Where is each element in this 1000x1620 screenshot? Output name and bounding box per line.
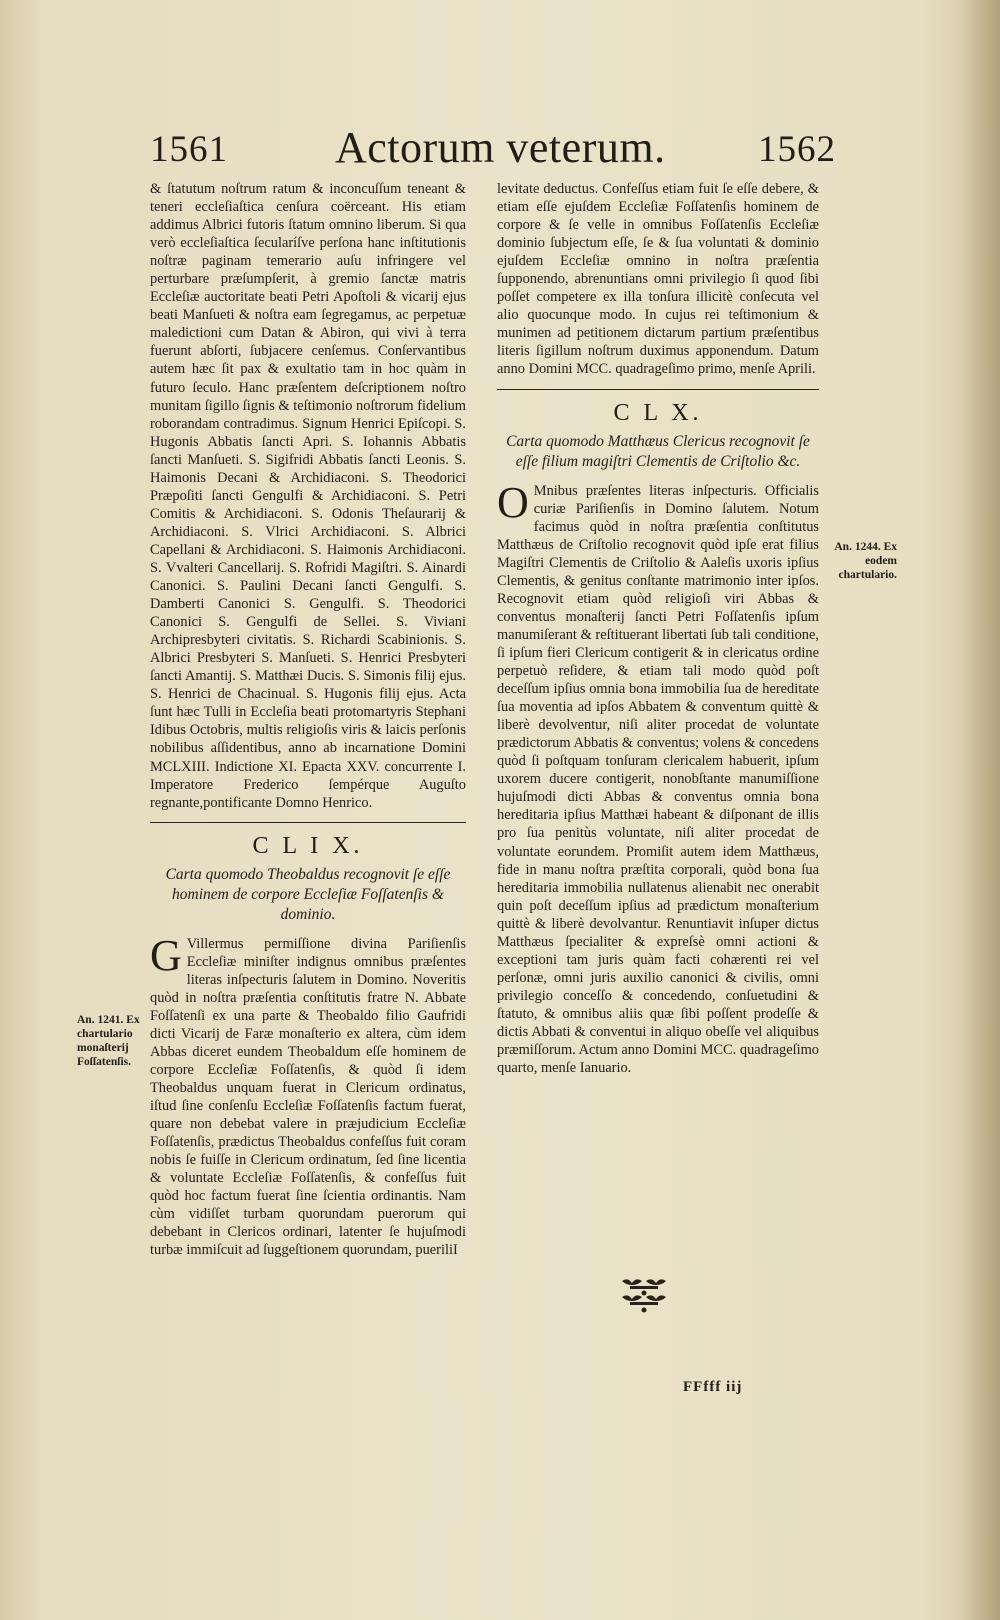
right-paragraph-2-text: Mnibus præſentes literas inſpecturis. Officialis curiæ Pariſienſis in Domino ſalutem. Notum facimus quòd in noſtra præſentia conſtitutus Matthæus de Criſtolio recognovit quòd ipſe erat filius Magiſtri Clementis de Criſtolio & Aaleſis uxoris ipſius Clementis, & genitus conſtante matrimonio inter ipſos. Recognovit etiam quòd religioſi viri Abbas & conventus monaſterij ſancti Petri Foſſatenſis ipſum manumiſerant & reſtituerant libertati ſub tali conditione, ſi ipſum fieri Clericum contigerit & in clericatus ordine perpetuò reſidere, & etiam tali modo quòd poſt deceſſum ipſius omnia bona immobilia ſua de hereditate ſua moventia ad ipſos Abbatem & conventum quittè & liberè devolventur, niſi aliter procedat de voluntate prædictorum Abbatis & conventus; volens & concedens quòd ſi poſtquam tonſuram clericalem habuerit, ipſum uxorem ducere contigerit, nonobſtante manumiſſione hujuſmodi dicti Abbas & conventus omnia bona hereditaria ipſius Matthæi habeant & diſponant de illis pro ſua penitùs voluntate, niſi aliter procedat de voluntate eorundem. Promiſit autem idem Matthæus, fide in manu noſtra præſtita corporali, quòd bona ſua hereditaria immobilia nullatenus alienabit nec onerabit quin poſt deceſſum ipſius ad prædictum monaſterium quittè & liberè devolvantur. Renuntiavit inſuper dictus Matthæus ſpecialiter & expreſsè omni actioni & exceptioni tam juris quàm facti cohærenti rei vel perſonæ, omni juris auxilio canonici & civilis, omni privilegio conceſſo & concedendo, conſuetudini & ſtatuto, & omnibus aliis quæ ſibi poſſent prodeſſe & dictis Abbati & conventui in aliquo obeſſe vel aliquibus præmiſſorum. Actum anno Domini MCC. quadrageſimo quarto, menſe Ianuario. bbox=[497, 482, 819, 1077]
page-number-right: 1562 bbox=[758, 129, 836, 170]
section-divider-right bbox=[497, 389, 819, 390]
section-divider-left bbox=[150, 822, 466, 823]
margin-note-right: An. 1244. Ex eodem chartulario. bbox=[834, 541, 897, 581]
chapter-title-clix: Carta quomodo Theobaldus recognovit ſe eſſe hominem de corpore Eccleſiæ Foſſatenſis & dominio. bbox=[165, 865, 451, 923]
left-paragraph-2 bbox=[150, 930, 466, 1260]
dropcap-o: O bbox=[497, 477, 529, 527]
margin-note-left: An. 1241. Ex chartulario monaſterij Foſſatenſis. bbox=[77, 1014, 140, 1068]
right-paragraph-2 bbox=[497, 477, 819, 1078]
right-column bbox=[497, 180, 819, 1077]
running-title: Actorum veterum. bbox=[335, 123, 666, 172]
chapter-title-clx: Carta quomodo Matthæus Clericus recognovit ſe eſſe filium magiſtri Clementis de Criſtolio &c. bbox=[506, 432, 810, 470]
dropcap-g: G bbox=[150, 930, 182, 980]
right-paragraph-1: levitate deductus. Confeſſus etiam fuit ſe eſſe debere, & etiam eſſe ejuſdem Eccleſiæ Foſſatenſis hominem de corpore & ſe velle in omnibus Foſſatenſis Eccleſiæ dominio ſubjectum eſſe, ſe & ſua voluntati & dominio ejuſdem Eccleſiæ omnino in noſtra præſentia ſupponendo, abrenuntians omni privilegio ſi quod ſibi poſſet competere ex illa tonſura illicitè conſecuta vel alio quocunque modo. In cujus rei teſtimonium & munimen ad petitionem dictarum partium præſentibus literis ſigillum noſtrum duximus apponendum. Datum anno Domini MCC. quadrageſimo primo, menſe Aprili. bbox=[497, 181, 819, 378]
page-edge-shadow bbox=[960, 0, 1000, 1620]
page-number-left: 1561 bbox=[150, 129, 228, 170]
fleuron-ornament-icon bbox=[616, 1277, 672, 1317]
page-header bbox=[0, 123, 1000, 188]
chapter-number-clix: C L I X. bbox=[252, 832, 364, 859]
chapter-number-clx: C L X. bbox=[613, 399, 703, 426]
left-paragraph-1: & ſtatutum noſtrum ratum & inconcuſſum teneant & teneri eccleſiaſtica cenſura coërceant. His etiam addimus Albrici futoris ſtatum omnino liberum. Si qua verò eccleſiaſtica ſecularíſve perſona hanc inſtitutionis noſtræ paginam temerario auſu infringere vel perturbare præſumpſerit, à gremio ſanctæ matris Eccleſiæ auctoritate beati Petri Apoſtoli & vicarij ejus beati Manſueti & noſtra eam ſegregamus, ac perpetuæ maledictioni cum Datan & Abiron, qui vivi à terra fuerunt abſorti, ſubjacere cenſemus. Conſervantibus autem hæc ſit pax & exultatio tam in hoc quàm in futuro ſeculo. Hanc præſentem deſcriptionem noſtro munitam ſigillo ſignis & teſtimonio noſtrorum fidelium roborandam contradimus. Signum Henrici Epiſcopi. S. Hugonis Abbatis ſancti Apri. S. Iohannis Abbatis ſancti Manſueti. S. Sigifridi Abbatis ſancti Leonis. S. Haimonis Decani & Archidiaconi. S. Theodorici Præpoſiti ſancti Gengulfi & Archidiaconi. S. Petri Comitis & Archidiaconi. S. Odonis Theſaurarij & Archidiaconi. S. Vlrici Archidiaconi. S. Albrici Capellani & Archidiaconi. S. Haimonis Archidiaconi. S. Vvalteri Cancellarij. S. Rofridi Magiſtri. S. Ainardi Canonici. S. Paulini Decani ſancti Gengulfi. S. Damberti Canonici S. Gengulfi. S. Theodorici Canonici S. Gengulfi de Sellei. S. Viviani Archipresbyteri civitatis. S. Richardi Scabinionis. S. Albrici Presbyteri S. Manſueti. S. Henrici Presbyteri ſancti Amantij. S. Matthæi Ducis. S. Simonis filij ejus. S. Henrici de Chacinual. S. Hugonis filij ejus. Acta ſunt hæc Tulli in Eccleſia beati protomartyris Stephani Idibus Octobris, multis religioſis viris & laicis perſonis nobilibus aſſidentibus, anno ab incarnatione Domini MCLXIII. Indictione XI. Epacta XXV. concurrente I. Imperatore Frederico ſempérque Auguſto regnante,pontificante Domno Henrico. bbox=[150, 181, 466, 811]
left-paragraph-2-text: Villermus permiſſione divina Pariſienſis Eccleſiæ miniſter indignus omnibus præſentes literas inſpecturis ſalutem in Domino. Noveritis quòd in noſtra præſentia conſtitutis fratre N. Abbate Foſſatenſi ex una parte & Theobaldo filio Gaufridi dicti Vicarij de Faræ monaſterio ex altera, cùm idem Abbas diceret eundem Theobaldum eſſe hominem de corpore Eccleſiæ Foſſatenſis, & quòd ſi idem Theobaldus unquam fuerat in Clericum ordinatus, iſtud ſine conſenſu Eccleſiæ Foſſatenſis factum fuerat, quare non debebat valere in præjudicium Eccleſiæ Foſſatenſis, prædictus Theobaldus confeſſus fuit coram nobis ſe fuiſſe in Clericum ordinatum, ſed ſine licentia & voluntate Eccleſiæ Foſſatenſis, & confeſſus fuit quòd hoc factum fuerat ſine ſcientia ordinantis. Nam cùm vidiſſet turbam quorundam puerorum qui debebant in Clericos ordinari, latenter ſe hujuſmodi turbæ immiſcuit ad ſuggeſtionem quorundam, pueriliI bbox=[150, 935, 466, 1259]
left-column bbox=[150, 180, 466, 1260]
signature-mark: FFfff iij bbox=[683, 1379, 743, 1395]
